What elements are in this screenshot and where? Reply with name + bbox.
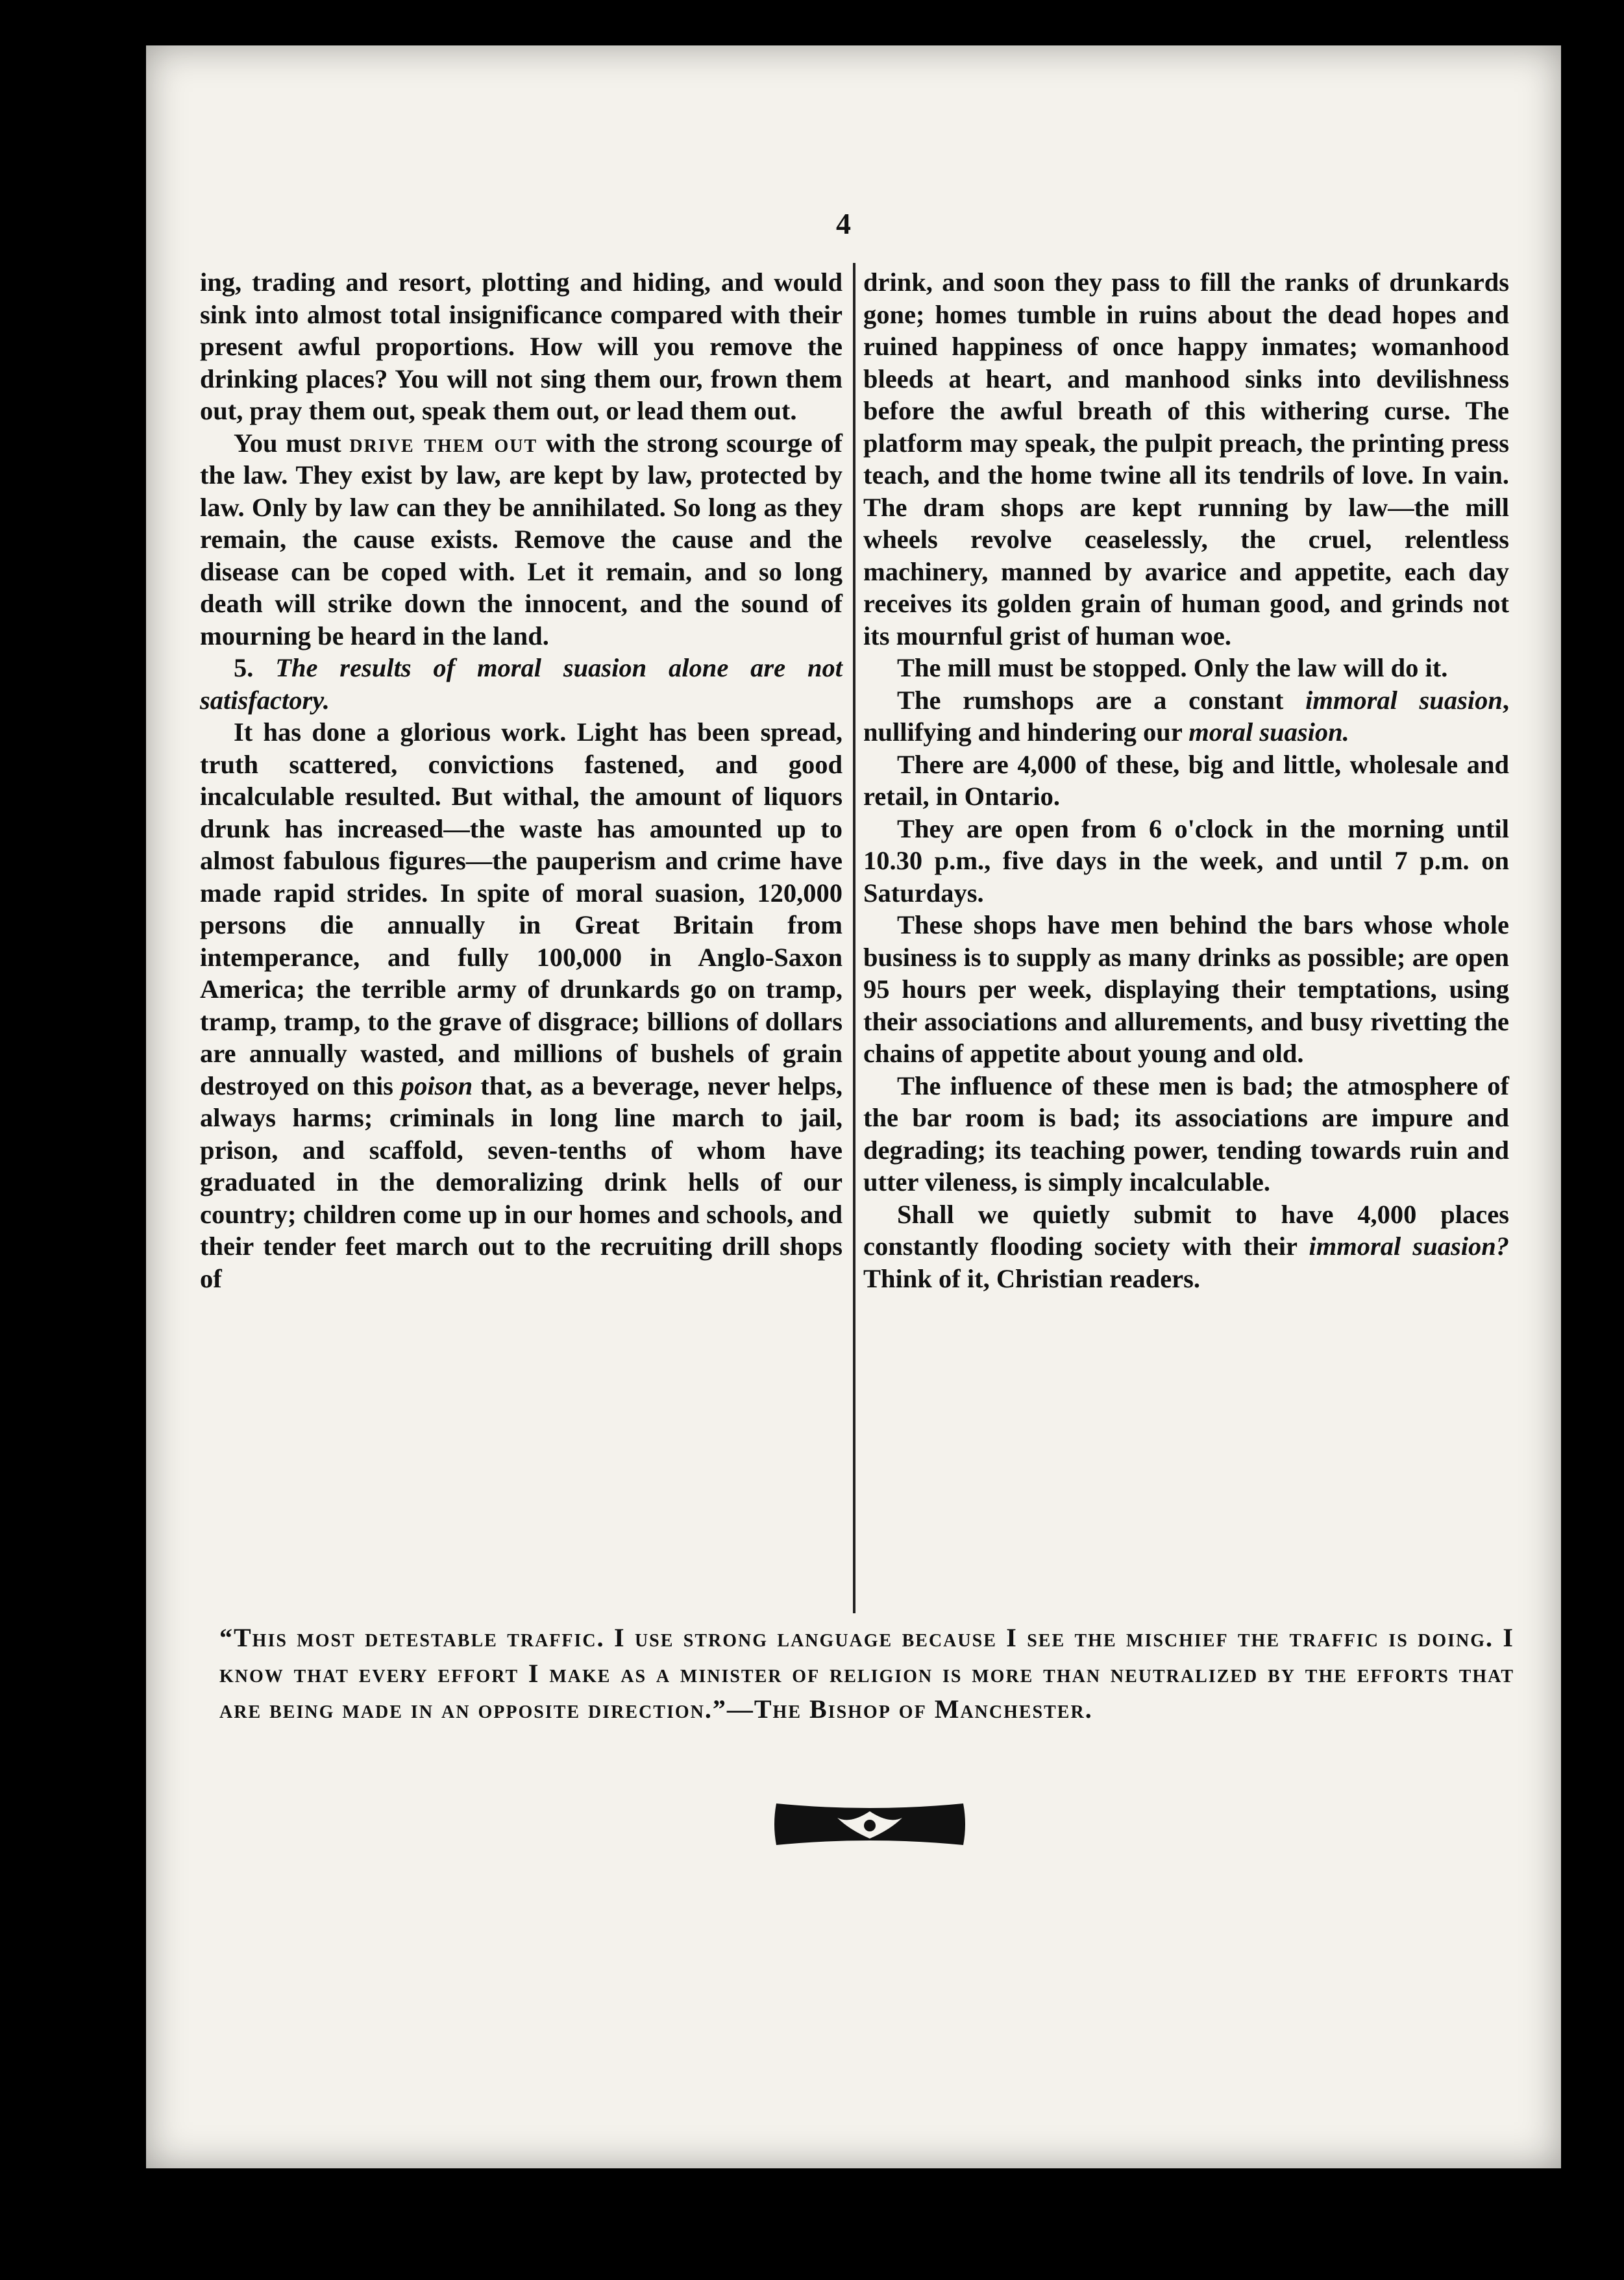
- paragraph: The influence of these men is bad; the atmosphere of the bar room is bad; its associations are impure and degrading; its teaching power, tending towards ruin and utter vileness, is simply incalculable.: [863, 1071, 1509, 1196]
- paragraph: These shops have men behind the bars whose whole business is to supply as many drinks as possible; are open 95 hours per week, displaying their temptations, using their associations and allurements, and busy rivetting the chains of appetite about young and old.: [863, 910, 1509, 1068]
- paragraph: [200, 716, 843, 1295]
- left-column: [200, 266, 843, 1295]
- italic-phrase: moral suasion.: [1188, 717, 1349, 747]
- column-divider: [853, 263, 855, 1613]
- text-run: with the strong scourge of the law. They exist by law, are kept by law, protected by law. Only by law can they be annihilated. So long as they remain, the cause exists. Remove the cause and the disease can be coped with. Let it remain, and so long death will strike down the innocent, and the sound of mourning be heard in the land.: [200, 428, 843, 651]
- paragraph: ing, trading and resort, plotting and hiding, and would sink into almost total insignificance compared with their present awful proportions. How will you remove the drinking places? You will not sing them our, frown them out, pray them out, speak them out, or lead them out.: [200, 267, 843, 425]
- italic-word: poison: [400, 1071, 473, 1100]
- text-run: that, as a beverage, never helps, always harms; criminals in long line march to jail, prison, and scaffold, seven-tenths of whom have graduated in the demoralizing drink hells of our country; children come up in our homes and schools, and their tender feet march out to the recruiting drill shops of: [200, 1071, 843, 1293]
- paragraph: [200, 427, 843, 652]
- closing-quote: “This most detestable traffic. I use strong language because I see the mischief the traffic is doing. I know that every effort I make as a minister of religion is more than neutralized by the efforts that are being made in an opposite direction.”—The Bishop of Manchester.: [219, 1623, 1514, 1724]
- text-run: The rumshops are a constant: [897, 685, 1306, 715]
- paragraph: There are 4,000 of these, big and little, wholesale and retail, in Ontario.: [863, 749, 1509, 811]
- text-run: It has done a glorious work. Light has been spread, truth scattered, convictions fastened, and good incalculable resulted. But withal, the amount of liquors drunk has increased—the waste has amounted up to almost fabulous figures—the pauperism and crime have made rapid strides. In spite of moral suasion, 120,000 persons die annually in Great Britain from intemperance, and fully 100,000 in Anglo-Saxon America; the terrible army of drunkards go on tramp, tramp, tramp, to the grave of disgrace; billions of dollars are annually wasted, and millions of bushels of grain destroyed on this: [200, 717, 843, 1100]
- page-number: 4: [836, 207, 851, 240]
- text-run: You must: [234, 428, 350, 458]
- italic-phrase: immoral suasion: [1305, 685, 1503, 715]
- right-column: [863, 266, 1509, 1295]
- italic-phrase: immoral suasion?: [1309, 1232, 1510, 1261]
- text-run: Think of it, Christian readers.: [863, 1263, 1201, 1293]
- section-title: The results of moral suasion alone are not satisfactory.: [200, 653, 843, 715]
- small-caps-phrase: drive them out: [349, 428, 538, 458]
- section-heading: [200, 652, 843, 716]
- section-number: 5.: [234, 653, 276, 682]
- paragraph: The mill must be stopped. Only the law will do it.: [897, 653, 1448, 682]
- paragraph: They are open from 6 o'clock in the morning until 10.30 p.m., five days in the week, and until 7 p.m. on Saturdays.: [863, 813, 1509, 908]
- ornament-icon: [772, 1798, 967, 1850]
- paragraph: [863, 684, 1509, 749]
- text-run: Shall we quietly submit to have 4,000 places constantly flooding society with their: [863, 1199, 1509, 1261]
- text-run: , nullifying and hindering our: [863, 685, 1509, 747]
- paragraph: [863, 1198, 1509, 1295]
- paragraph: drink, and soon they pass to fill the ranks of drunkards gone; homes tumble in ruins about the dead hopes and ruined happiness of once happy inmates; womanhood bleeds at heart, and manhood sinks into devilishness before the awful breath of this withering curse. The platform may speak, the pulpit preach, the printing press teach, and the home twine all its tendrils of love. In vain. The dram shops are kept running by law—the mill wheels revolve ceaselessly, the cruel, relentless machinery, manned by avarice and appetite, each day receives its golden grain of human good, and grinds not its mournful grist of human woe.: [863, 267, 1509, 651]
